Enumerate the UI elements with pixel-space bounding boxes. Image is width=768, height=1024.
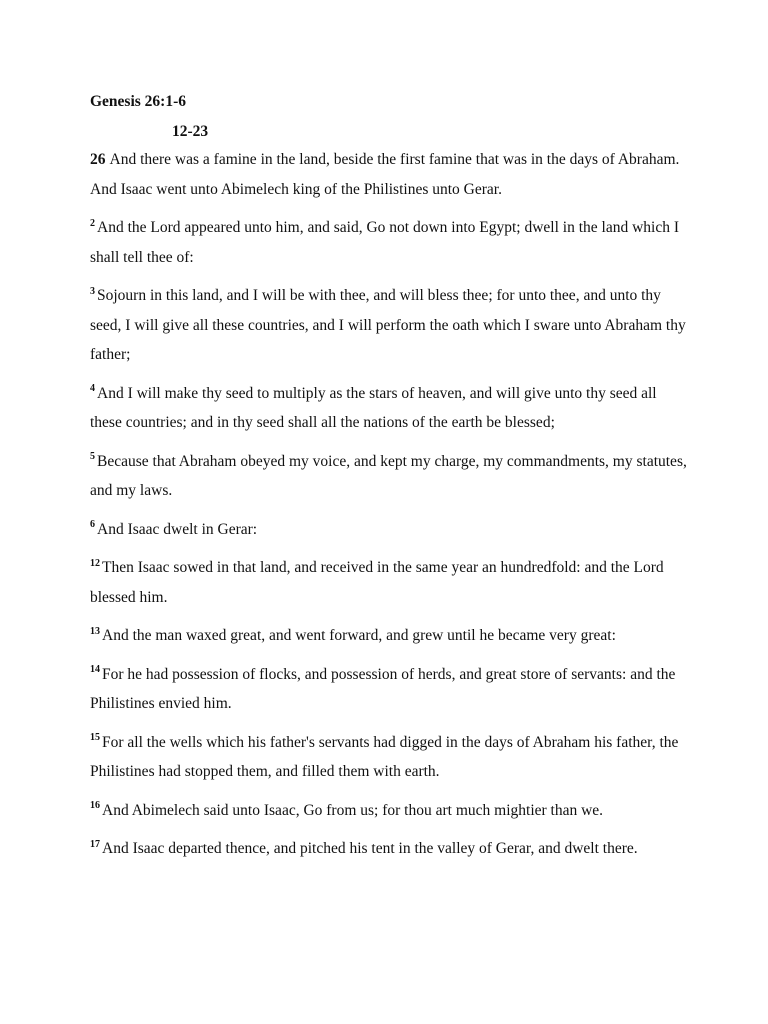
verse-paragraph <box>90 660 690 719</box>
verse-number: 3 <box>90 285 95 297</box>
verse-text: And there was a famine in the land, beside the first famine that was in the days of Abraham. And Isaac went unto Abimelech king of the Philistines unto Gerar. <box>90 151 680 198</box>
verse-text: And Isaac departed thence, and pitched his tent in the valley of Gerar, and dwelt there. <box>102 840 638 857</box>
verse-number: 12 <box>90 557 100 569</box>
verse-paragraph <box>90 281 690 370</box>
verse-text: Because that Abraham obeyed my voice, and kept my charge, my commandments, my statutes, and my laws. <box>90 452 687 499</box>
verse-text: And Abimelech said unto Isaac, Go from us; for thou art much mightier than we. <box>102 801 604 819</box>
verse-number: 13 <box>90 625 100 637</box>
verse-text: Then Isaac sowed in that land, and received in the same year an hundredfold: and the Lord blessed him. <box>90 559 664 606</box>
verse-number: 2 <box>90 217 95 229</box>
verse-paragraph <box>90 834 690 864</box>
verse-text: And the man waxed great, and went forward, and grew until he became very great: <box>102 627 616 644</box>
verse-text: For all the wells which his father's servants had digged in the days of Abraham his father, the Philistines had stopped them, and filled them with earth. <box>90 733 679 780</box>
verse-number: 6 <box>90 519 95 531</box>
verse-paragraph <box>90 796 690 826</box>
chapter-number: 26 <box>90 151 106 168</box>
passage-range: 12-23 <box>172 123 209 140</box>
verse-text: Sojourn in this land, and I will be with thee, and will bless thee; for unto thee, and unto thy seed, I will give all these countries, and I will perform the oath which I sware unto Abraham thy father; <box>90 287 686 363</box>
verse-paragraph <box>90 621 690 651</box>
verse-paragraph <box>90 379 690 438</box>
verse-text: And the Lord appeared unto him, and said, Go not down into Egypt; dwell in the land which I shall tell thee of: <box>90 219 679 266</box>
passage-title: Genesis 26:1-6 <box>90 93 187 110</box>
verse-paragraph <box>90 447 690 506</box>
verse-number: 14 <box>90 664 100 676</box>
verse-paragraph <box>90 515 690 545</box>
verse-number: 15 <box>90 732 100 744</box>
verse-text: And Isaac dwelt in Gerar: <box>97 520 258 538</box>
verse-text: For he had possession of flocks, and possession of herds, and great store of servants: and the Philistines envied him. <box>90 665 676 712</box>
verse-paragraph <box>90 145 690 204</box>
verse-paragraph <box>90 728 690 787</box>
verse-number: 16 <box>90 800 100 812</box>
document-page <box>90 92 690 873</box>
verse-text: And I will make thy seed to multiply as the stars of heaven, and will give unto thy seed all these countries; and in thy seed shall all the nations of the earth be blessed; <box>90 384 657 431</box>
verse-paragraph <box>90 553 690 612</box>
verse-paragraph <box>90 213 690 272</box>
verse-number: 17 <box>90 838 100 850</box>
verse-number: 4 <box>90 383 95 395</box>
verse-number: 5 <box>90 451 95 463</box>
